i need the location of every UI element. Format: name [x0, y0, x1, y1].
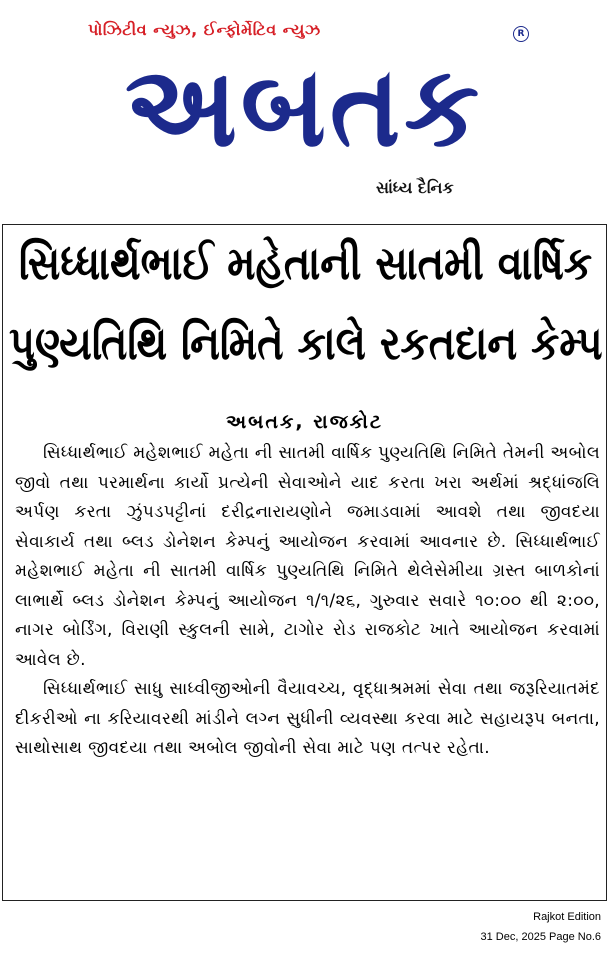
dateline: અબતક, રાજકોટ — [226, 411, 383, 433]
registered-trademark-icon: R — [513, 26, 529, 42]
news-article — [2, 224, 607, 901]
article-paragraph-1: સિધ્ધાર્થભાઈ મહેશભાઈ મહેતા ની સાતમી વાર્ષિક પુણ્યતિથિ નિમિતે તેમની અબોલ જીવો તથા પરમાર્થના કાર્યો પ્રત્યેની સેવાઓને યાદ કરતા ખરા અર્થમાં શ્રદ્ધાંજલિ અર્પણ કરતા ઝુંપડપટ્ટીનાં દરીદ્રનારાયણોને જમાડવામાં આવશે તથા જીવદયા સેવાકાર્ય તથા બ્લડ ડોનેશન કેમ્પનું આયોજન કરવામાં આવનાર છે. સિધ્ધાર્થભાઈ મહેશભાઈ મહેતા ની સાતમી વાર્ષિક પુણ્યતિથિ નિમિતે થેલેસેમીયા ગ્રસ્ત બાળકોનાં લાભાર્થે બ્લડ ડોનેશન કેમ્પનું આયોજન ૧/૧/૨૬, ગુરુવાર સવારે ૧૦:૦૦ થી ૨:૦૦, નાગર બોર્ડિંગ, વિરાણી સ્કુલની સામે, ટાગોર રોડ રાજકોટ ખાતે આયોજન કરવામાં આવેલ છે. — [15, 443, 600, 670]
headline-line-2: પુણ્યતિથિ નિમિતે કાલે રકતદાન કેમ્પ — [9, 317, 603, 371]
masthead — [0, 0, 611, 215]
article-body — [15, 439, 600, 764]
newspaper-logo: અબતક — [124, 41, 484, 172]
article-paragraph-2: સિધ્ધાર્થભાઈ સાધુ સાધ્વીજીઓની વૈયાવચ્ચ, વૃદ્ધાશ્રમમાં સેવા તથા જરૂરિયાતમંદ દીકરીઓ ના કરિયાવરથી માંડીને લગ્ન સુધીની વ્યવસ્થા કરવા માટે સહાયરૂપ બનતા, સાથોસાથ જીવદયા તથા અબોલ જીવોની સેવા માટે પણ તત્પર રહેતા. — [15, 679, 600, 758]
masthead-subtitle: સાંધ્ય દૈનિક — [376, 178, 454, 197]
page-info: 31 Dec, 2025 Page No.6 — [480, 931, 601, 943]
edition-label: Rajkot Edition — [533, 911, 601, 923]
masthead-tagline: પોઝિટીવ ન્યુઝ, ઈન્ફોર્મેટિવ ન્યુઝ — [88, 20, 321, 39]
headline-line-1: સિધ્ધાર્થભાઈ મહેતાની સાતમી વાર્ષિક — [18, 237, 593, 291]
